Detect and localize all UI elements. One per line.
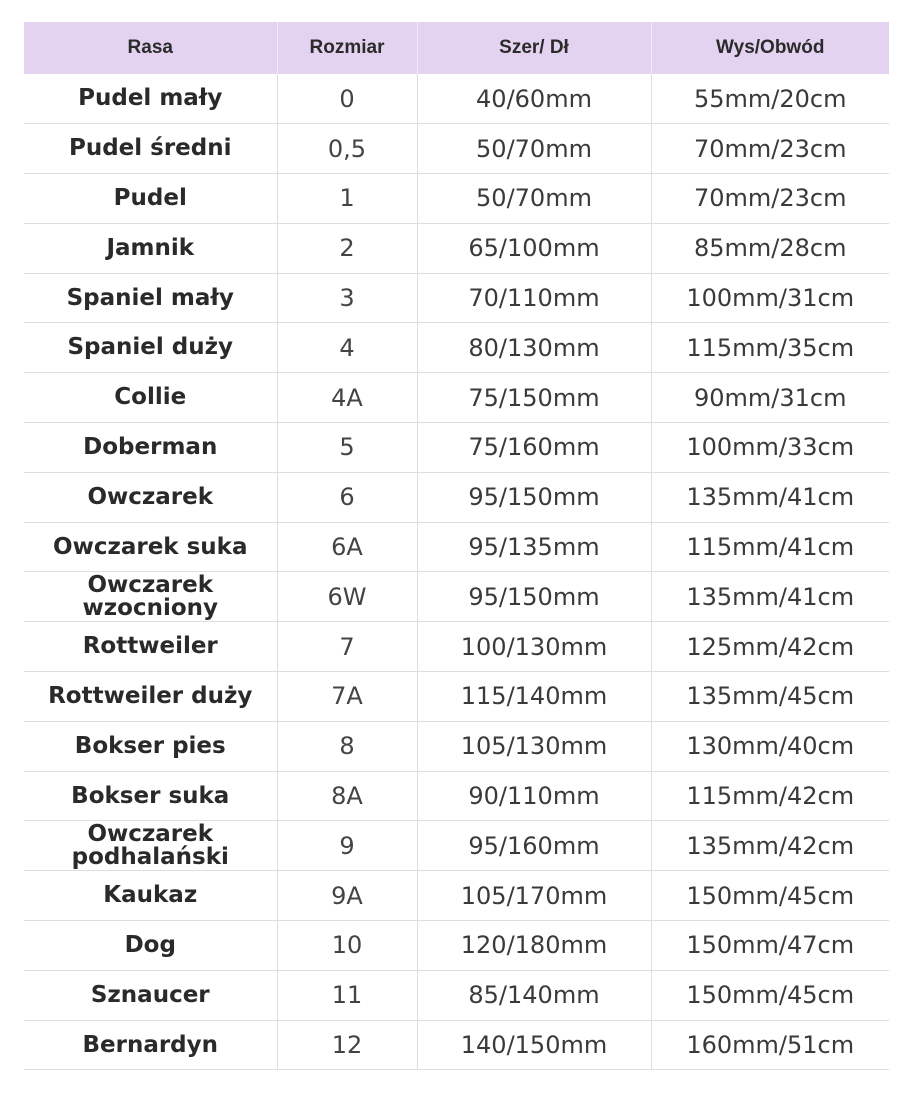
width-length-cell: 95/160mm (417, 821, 651, 871)
table-row (24, 124, 889, 174)
size-cell: 10 (277, 921, 417, 971)
height-girth-cell: 115mm/41cm (651, 522, 889, 572)
size-cell: 4A (277, 373, 417, 423)
height-girth-cell: 125mm/42cm (651, 622, 889, 672)
width-length-cell: 120/180mm (417, 921, 651, 971)
width-length-cell: 105/130mm (417, 721, 651, 771)
size-cell: 9 (277, 821, 417, 871)
header-width-length: Szer/ Dł (417, 22, 651, 74)
width-length-cell: 50/70mm (417, 124, 651, 174)
size-cell: 11 (277, 970, 417, 1020)
size-cell: 8 (277, 721, 417, 771)
table-row (24, 572, 889, 622)
table-row (24, 423, 889, 473)
breed-cell: Jamnik (24, 223, 277, 273)
size-cell: 6A (277, 522, 417, 572)
height-girth-cell: 90mm/31cm (651, 373, 889, 423)
table-row (24, 373, 889, 423)
table-row (24, 622, 889, 672)
table-row (24, 472, 889, 522)
breed-cell: Pudel średni (24, 124, 277, 174)
width-length-cell: 80/130mm (417, 323, 651, 373)
breed-cell: Spaniel mały (24, 273, 277, 323)
table-row (24, 1020, 889, 1070)
size-chart (24, 22, 889, 1070)
size-cell: 2 (277, 223, 417, 273)
breed-cell: Pudel (24, 174, 277, 224)
height-girth-cell: 135mm/42cm (651, 821, 889, 871)
breed-cell: Rottweiler duży (24, 672, 277, 722)
height-girth-cell: 135mm/41cm (651, 572, 889, 622)
size-cell: 3 (277, 273, 417, 323)
breed-cell: Bernardyn (24, 1020, 277, 1070)
breed-cell: Owczarek podhalański (24, 821, 277, 871)
size-cell: 5 (277, 423, 417, 473)
breed-cell: Kaukaz (24, 871, 277, 921)
size-cell: 7 (277, 622, 417, 672)
breed-cell: Spaniel duży (24, 323, 277, 373)
width-length-cell: 95/135mm (417, 522, 651, 572)
table-row (24, 323, 889, 373)
size-cell: 6 (277, 472, 417, 522)
table-row (24, 174, 889, 224)
table-row (24, 771, 889, 821)
width-length-cell: 115/140mm (417, 672, 651, 722)
width-length-cell: 85/140mm (417, 970, 651, 1020)
table-row (24, 871, 889, 921)
width-length-cell: 140/150mm (417, 1020, 651, 1070)
table-body (24, 74, 889, 1070)
table-row (24, 273, 889, 323)
height-girth-cell: 55mm/20cm (651, 74, 889, 124)
breed-cell: Bokser pies (24, 721, 277, 771)
height-girth-cell: 70mm/23cm (651, 174, 889, 224)
height-girth-cell: 85mm/28cm (651, 223, 889, 273)
size-cell: 0,5 (277, 124, 417, 174)
size-cell: 4 (277, 323, 417, 373)
header-breed: Rasa (24, 22, 277, 74)
width-length-cell: 75/150mm (417, 373, 651, 423)
header-height-girth: Wys/Obwód (716, 37, 825, 58)
size-cell: 9A (277, 871, 417, 921)
size-cell: 1 (277, 174, 417, 224)
width-length-cell: 65/100mm (417, 223, 651, 273)
table-header (24, 22, 889, 74)
table-row (24, 74, 889, 124)
breed-cell: Bokser suka (24, 771, 277, 821)
table-row (24, 672, 889, 722)
header-row (24, 22, 889, 74)
width-length-cell: 100/130mm (417, 622, 651, 672)
width-length-cell: 70/110mm (417, 273, 651, 323)
size-cell: 7A (277, 672, 417, 722)
size-cell: 12 (277, 1020, 417, 1070)
height-girth-cell: 130mm/40cm (651, 721, 889, 771)
size-cell: 8A (277, 771, 417, 821)
size-table (24, 22, 889, 1070)
breed-cell: Sznaucer (24, 970, 277, 1020)
breed-cell: Pudel mały (24, 74, 277, 124)
height-girth-cell: 115mm/42cm (651, 771, 889, 821)
width-length-cell: 40/60mm (417, 74, 651, 124)
header-size: Rozmiar (277, 22, 417, 74)
height-girth-cell: 70mm/23cm (651, 124, 889, 174)
size-cell: 6W (277, 572, 417, 622)
height-girth-cell: 115mm/35cm (651, 323, 889, 373)
width-length-cell: 105/170mm (417, 871, 651, 921)
height-girth-cell: 100mm/31cm (651, 273, 889, 323)
table-row (24, 721, 889, 771)
breed-cell: Owczarek (24, 472, 277, 522)
height-girth-cell: 135mm/41cm (651, 472, 889, 522)
width-length-cell: 90/110mm (417, 771, 651, 821)
width-length-cell: 50/70mm (417, 174, 651, 224)
table-row (24, 970, 889, 1020)
height-girth-cell: 100mm/33cm (651, 423, 889, 473)
height-girth-cell: 150mm/45cm (651, 871, 889, 921)
height-girth-cell: 135mm/45cm (651, 672, 889, 722)
width-length-cell: 95/150mm (417, 472, 651, 522)
height-girth-cell: 150mm/45cm (651, 970, 889, 1020)
size-cell: 0 (277, 74, 417, 124)
width-length-cell: 95/150mm (417, 572, 651, 622)
height-girth-cell: 150mm/47cm (651, 921, 889, 971)
table-row (24, 921, 889, 971)
breed-cell: Owczarek suka (24, 522, 277, 572)
table-row (24, 821, 889, 871)
height-girth-cell: 160mm/51cm (651, 1020, 889, 1070)
width-length-cell: 75/160mm (417, 423, 651, 473)
breed-cell: Doberman (24, 423, 277, 473)
breed-cell: Owczarek wzocniony (24, 572, 277, 622)
breed-cell: Rottweiler (24, 622, 277, 672)
table-row (24, 223, 889, 273)
breed-cell: Collie (24, 373, 277, 423)
table-row (24, 522, 889, 572)
breed-cell: Dog (24, 921, 277, 971)
